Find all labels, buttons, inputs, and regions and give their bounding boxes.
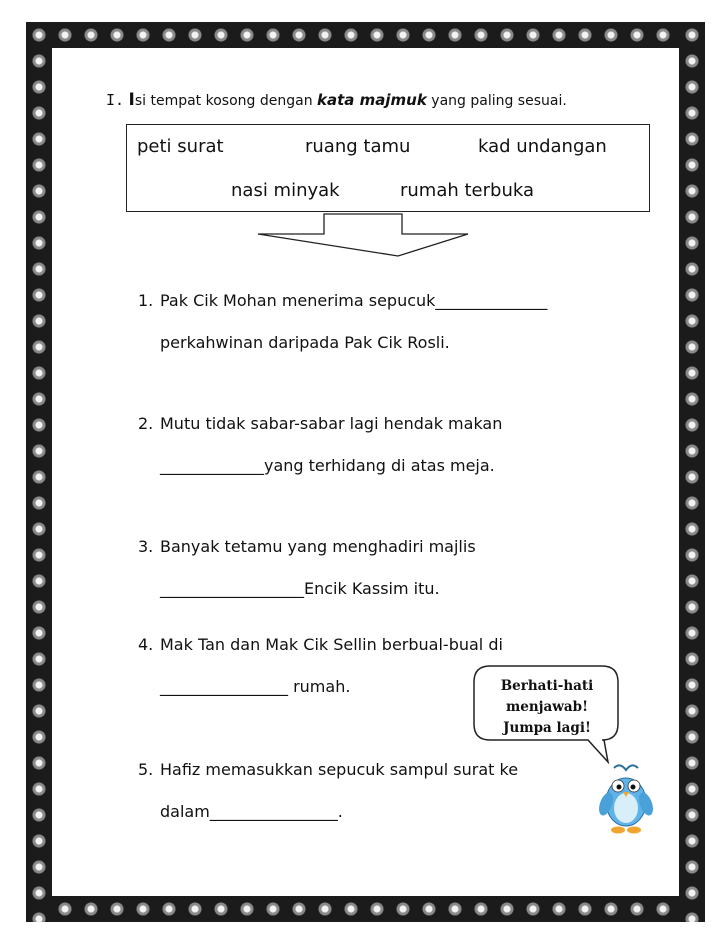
question-1-number: 1. [138, 291, 154, 310]
word-option: ruang tamu [305, 136, 411, 157]
question-4-line2: ________________ rumah. [160, 677, 351, 696]
question-4-line1: Mak Tan dan Mak Cik Sellin berbual-bual di [160, 635, 503, 654]
question-5-line2: dalam________________. [160, 802, 343, 821]
blue-bird-icon [596, 760, 656, 838]
word-option: rumah terbuka [400, 180, 535, 201]
question-1-line1: Pak Cik Mohan menerima sepucuk______________ [160, 291, 548, 310]
question-4-number: 4. [138, 635, 154, 654]
word-option: peti surat [137, 136, 224, 157]
page-border-top [26, 22, 705, 48]
bubble-line-1: Berhati-hati [500, 678, 594, 694]
question-3-number: 3. [138, 537, 154, 556]
instruction-text-after: yang paling sesuai. [426, 93, 567, 109]
instruction-keyword: kata majmuk [317, 91, 427, 109]
speech-bubble-text [478, 676, 616, 739]
question-2-line2: _____________yang terhidang di atas meja. [160, 456, 495, 475]
word-option: nasi minyak [231, 180, 340, 201]
down-arrow-icon [256, 212, 476, 262]
bubble-line-3: Jumpa lagi! [503, 720, 591, 736]
question-5-number: 5. [138, 760, 154, 779]
question-2-line1: Mutu tidak sabar-sabar lagi hendak makan [160, 414, 503, 433]
instruction-initial: I [128, 90, 135, 110]
question-3-line2: __________________Encik Kassim itu. [160, 579, 440, 598]
bubble-line-2: menjawab! [505, 699, 589, 715]
page-border-bottom [26, 896, 705, 922]
question-2-number: 2. [138, 414, 154, 433]
instruction-text-before: si tempat kosong dengan [134, 93, 318, 109]
word-option: kad undangan [478, 136, 607, 157]
page-border-left [26, 22, 52, 922]
question-1-line2: perkahwinan daripada Pak Cik Rosli. [160, 333, 450, 352]
page-border-right [679, 22, 705, 922]
question-3-line1: Banyak tetamu yang menghadiri majlis [160, 537, 476, 556]
question-5-line1: Hafiz memasukkan sepucuk sampul surat ke [160, 760, 519, 779]
instruction [106, 90, 567, 110]
section-number: I. [106, 91, 125, 109]
